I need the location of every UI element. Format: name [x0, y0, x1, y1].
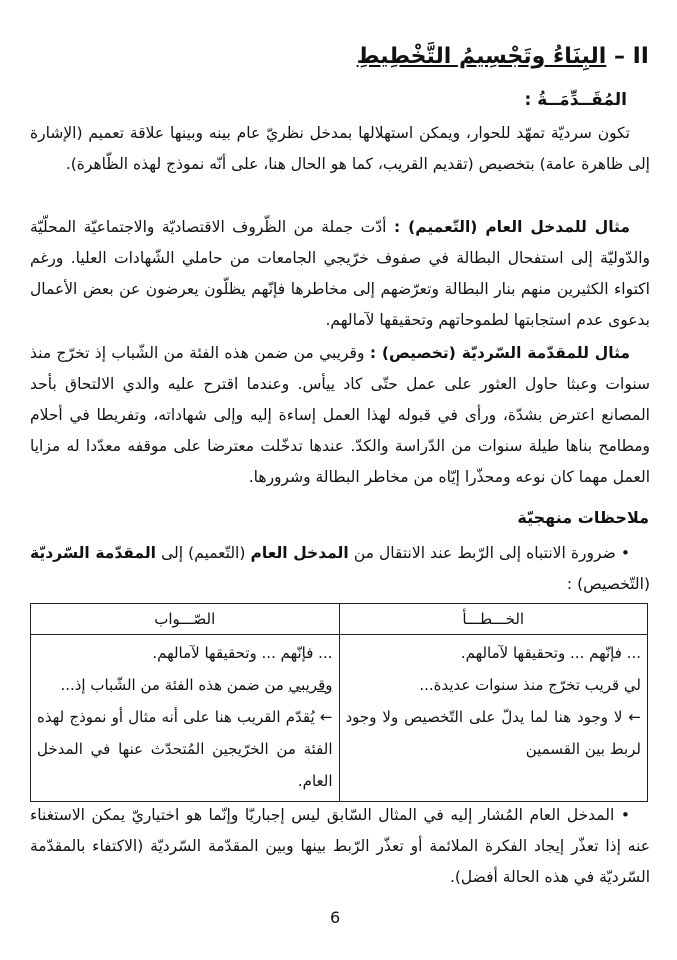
example-narrative-label: مثال للمقدّمة السّرديّة (تخصيص) :	[369, 344, 630, 362]
underlined-word: وقريبي	[288, 676, 333, 694]
note-text: ضرورة الانتباه إلى الرّبط عند الانتقال من	[348, 544, 621, 562]
section-title-text: البِنَاءُ وتَجْسِيمُ التَّخْطِيطِ	[356, 44, 607, 69]
section-title	[357, 44, 649, 69]
cell-line: ... فإنّهم ... وتحقيقها لآمالهم.	[152, 644, 333, 662]
cell-line: لي قريب تخرّج منذ سنوات عديدة...	[419, 676, 641, 694]
cell-line: ... فإنّهم ... وتحقيقها لآمالهم.	[460, 644, 641, 662]
example-general-paragraph	[30, 212, 650, 336]
cell-right	[31, 635, 340, 802]
note-text: (التّعميم) إلى	[155, 544, 251, 562]
intro-paragraph: تكون سرديّة تمهّد للحوار، ويمكن استهلالها بمدخل نظريّ عام بينه وبينها علاقة تعميم (الإشارة إلى ظاهرة عامة) بتخصيص (تقديم القريب، كما هو الحال هنا، على أنّه نموذج لهذه الظّاهرة).	[30, 124, 650, 173]
cell-line	[37, 669, 333, 701]
example-general-label: مثال للمدخل العام (التّعميم) :	[393, 218, 630, 236]
comparison-table	[30, 603, 648, 802]
note-text: (التّخصيص) :	[566, 575, 650, 593]
table-header-row	[31, 604, 648, 635]
bullet: •	[620, 806, 630, 824]
notes-heading: ملاحظات منهجيّة	[517, 508, 649, 527]
page-number: 6	[330, 908, 341, 927]
bullet: •	[620, 544, 631, 562]
note-bold: المقدّمة السّرديّة	[30, 544, 156, 562]
section-number: II –	[613, 44, 649, 69]
note-text: المدخل العام المُشار إليه في المثال السّابق ليس إجباريّا وإنّما هو اختياريّ يمكن الاستغناء عنه إذا تعذّر إيجاد الفكرة الملائمة أو تعذّر الرّبط بينها وبين المقدّمة السّرديّة (الاكتفاء بالمقدّمة السّرديّة في هذه الحالة أفضل).	[30, 806, 650, 886]
note-2	[30, 800, 650, 893]
example-general-text: أدّت جملة من الظّروف الاقتصاديّة والاجتماعيّة المحلّيّة والدّوليّة إلى استفحال البطالة في صفوف خرّيجي الجامعات من حاملي الشّهادات العليا. ورغم اكتواء الكثيرين منهم بنار البطالة وتعرّضهم إلى مخاطرها فإنّهم يظلّون يعرضون عن بعض الأعمال بدعوى عدم استجابتها لطموحاتهم وتحقيقها لآمالهم.	[30, 218, 650, 329]
example-narrative-text: وقريبي من ضمن هذه الفئة من الشّباب إذ تخرّج منذ سنوات وعبثا حاول العثور على عمل حتّى كاد ييأس. وعندما اقترح عليه والدي الالتحاق بأحد المصانع اعترض بشدّة، ورأى في قبوله لهذا العمل إساءة إليه وإلى شهاداته، وتفريطا في أحلام ومطامح بناها طيلة سنوات من الدّراسة والكدّ. عندها تدخّلت معترضا على موقفه معدّدا له مزايا العمل مهما كان نوعه ومحذّرا إيّاه من مخاطر البطالة وشرورها.	[30, 344, 650, 486]
intro-heading: المُقَــدِّمَــةُ :	[524, 90, 627, 110]
header-right: الصّـــواب	[31, 604, 340, 635]
cell-text: من ضمن هذه الفئة من الشّباب إذ...	[60, 676, 289, 694]
cell-line: ← يُقدّم القريب هنا على أنه مثال أو نموذج لهذه الفئة من الخرّيجين المُتحدّث عنها في المدخل العام.	[37, 708, 333, 790]
cell-wrong	[339, 635, 648, 802]
table-row	[31, 635, 648, 802]
note-bold: المدخل العام	[250, 544, 349, 562]
note-1	[30, 538, 650, 600]
example-narrative-paragraph	[30, 338, 650, 493]
cell-line: ← لا وجود هنا لما يدلّ على التّخصيص ولا وجود لربط بين القسمين	[345, 708, 641, 758]
header-wrong: الخـــطـــأ	[339, 604, 648, 635]
